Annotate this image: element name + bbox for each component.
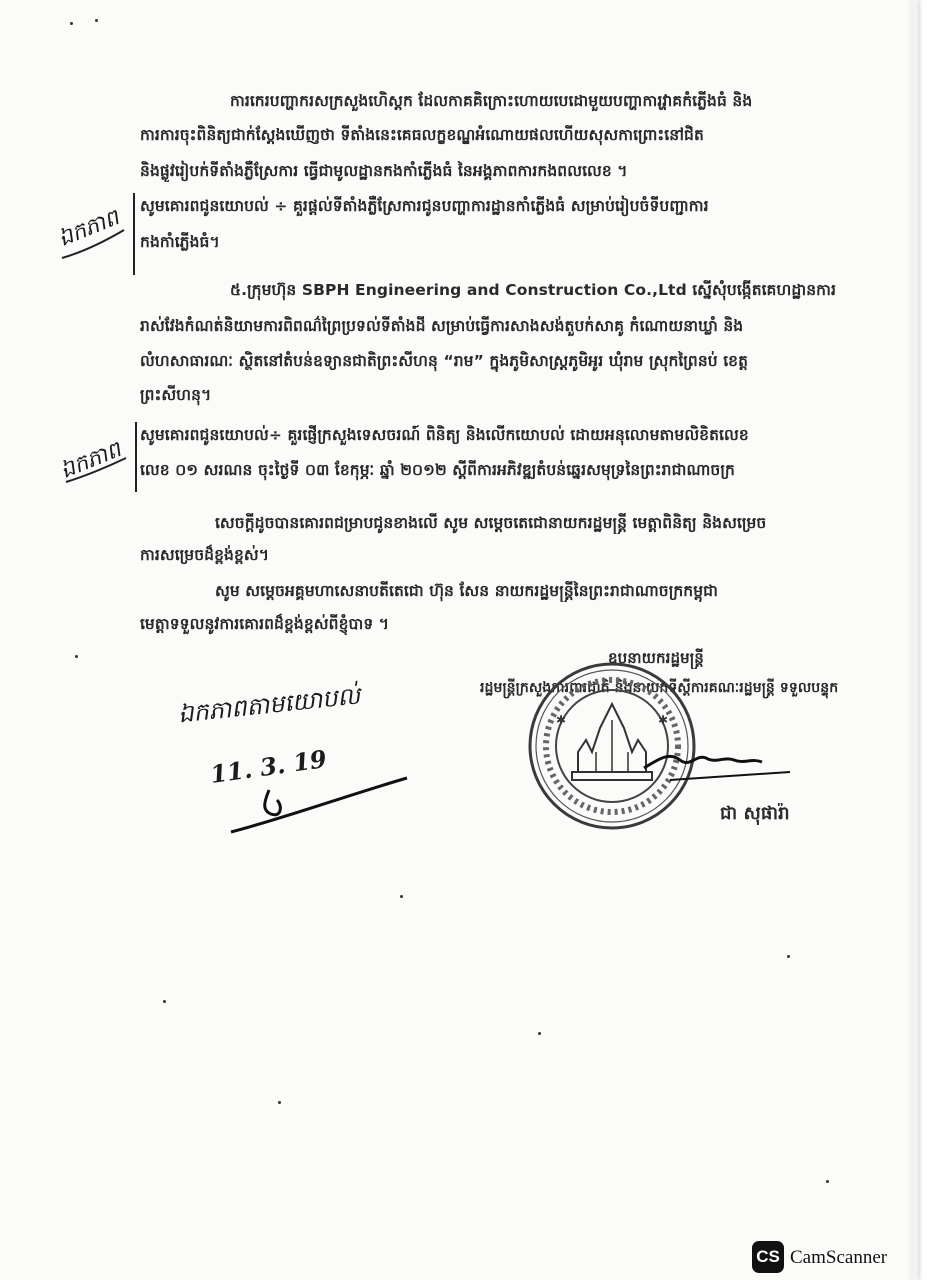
- paragraph-1-line-1: ការកេរបញ្ហាករសក្រសួងហេិស្តក ដែលកាគគិក្រោះហោយបេដោមួយបញ្ហាការវ្ហាគកំភ្លើងធំ និង: [230, 92, 753, 110]
- scan-speck: [95, 19, 98, 22]
- opinion-2-line-1: [140, 424, 870, 446]
- official-signature: [640, 738, 800, 788]
- opinion-2-margin-bar: [135, 422, 137, 492]
- svg-text:✱: ✱: [556, 713, 567, 727]
- paragraph-2-line-1: ៥.ក្រុមហ៊ុន SBPH Engineering and Construction Co.,Ltd ស្នើសុំបង្កើតគេហដ្ឋានការ: [230, 281, 837, 299]
- scan-speck: [163, 1000, 166, 1003]
- paragraph-2-line-4: ព្រះសីហនុ។: [140, 386, 212, 404]
- scan-speck: [826, 1180, 829, 1183]
- scan-speck: [787, 955, 790, 958]
- signature-subtitle: រដ្ឋមន្ត្រីក្រសួងការពារជាតិ និងនាយកទីស្តីការគណៈរដ្ឋមន្ត្រី ទទួលបន្ទុក: [480, 680, 839, 696]
- opinion-1-text: ÷ គួរផ្តល់ទីតាំងភ្លឺស្រែការជូនបញ្ហាការដ្ឋានកាំភ្លើងធំ សម្រាប់រៀបចំទីបញ្ជាការ: [268, 197, 709, 215]
- margin-note-1-stroke: [60, 228, 128, 264]
- opinion-1-line-1: [140, 195, 870, 217]
- scan-speck: [538, 1032, 541, 1035]
- paragraph-2-line-3: លំហសាធារណៈ ស្ថិតនៅតំបន់ឧទ្យានជាតិព្រះសីហនុ “រាម” ក្នុងភូមិសាស្ត្រភូមិអូរ ឃុំរាម ស្រុកព្រៃនប់ ខេត្ត: [140, 352, 749, 370]
- closing-1-line-2: ការសម្រេចដ៏ខ្ពង់ខ្ពស់។: [140, 546, 270, 564]
- opinion-1-line-2: កងកាំភ្លើងធំ។: [140, 233, 220, 251]
- svg-text:✱: ✱: [658, 713, 669, 727]
- closing-2-line-2: មេត្តាទទួលនូវការគោរពដ៏ខ្ពង់ខ្ពស់ពីខ្ញុំបាទ ។: [140, 615, 390, 633]
- scan-speck: [278, 1101, 281, 1104]
- opinion-2-label: សូមគោរពជូនយោបល់÷: [140, 426, 282, 444]
- handwritten-note: ឯកភាពតាមយោបល់: [176, 681, 362, 729]
- page-edge: [909, 0, 918, 1280]
- paragraph-1-line-3: និងផ្លូវរៀបក់ទីតាំងភ្លឺស្រែការ ធ្វើជាមូលដ្ឋានកងកាំភ្លើងធំ នៃអង្គភាពការកងពលលេខ ។: [140, 162, 628, 180]
- camscanner-logo-icon: CS: [752, 1241, 784, 1273]
- opinion-1-margin-bar: [133, 193, 135, 275]
- handwritten-signature: [225, 770, 415, 840]
- handwritten-date: 11. 3. 19: [208, 744, 329, 789]
- scan-speck: [70, 22, 73, 25]
- opinion-2-line-2: លេខ ០១ សរណន ចុះថ្ងៃទី ០៣ ខែកុម្ភៈ ឆ្នាំ ២០១២ ស្តីពីការអភិវឌ្ឍតំបន់ឆ្នេរសមុទ្រនៃព្រះរាជាណាចក្រ: [140, 461, 735, 479]
- opinion-1-label: សូមគោរពជូនយោបល់: [140, 197, 269, 215]
- closing-2-line-1: សូម សម្តេចអគ្គមហាសេនាបតីតេជោ ហ៊ុន សែន នាយករដ្ឋមន្ត្រីនៃព្រះរាជាណាចក្រកម្ពុជា: [215, 582, 718, 600]
- margin-note-2: ឯកភាព: [57, 437, 125, 484]
- camscanner-watermark: CamScanner: [790, 1247, 888, 1268]
- opinion-2-text: គួរផ្ញើក្រសួងទេសចរណ៍ ពិនិត្យ និងលើកយោបល់ ដោយអនុលោមតាមលិខិតលេខ: [282, 426, 749, 444]
- paragraph-1-line-2: ការការចុះពិនិត្យជាក់ស្តែងឃើញថា ទីតាំងនេះគេធលក្ខខណ្ឌអំណោយផលហើយសុសកាព្រោះនៅជិត: [140, 126, 704, 144]
- paragraph-2-line-2: រាស់វែងកំណត់និយាមការពិពណ៌ព្រៃប្រទល់ទីតាំងដី សម្រាប់ធ្វើការសាងសង់តួបក់សាគូ កំណោយនាឃ្លាំ និង: [140, 317, 744, 335]
- margin-note-1: ឯកភាព: [55, 205, 123, 252]
- scan-speck: [75, 655, 78, 658]
- closing-1-line-1: សេចក្តីដូចបានគោរពជម្រាបជូនខាងលើ សូម សម្តេចតេជោនាយករដ្ឋមន្ត្រី មេត្តាពិនិត្យ និងសម្រេច: [215, 514, 767, 532]
- signature-name: ជា សុផារ៉ា: [720, 803, 790, 824]
- signature-title: ឧបនាយករដ្ឋមន្ត្រី: [608, 649, 704, 667]
- margin-note-2-stroke: [64, 456, 130, 486]
- scan-speck: [400, 895, 403, 898]
